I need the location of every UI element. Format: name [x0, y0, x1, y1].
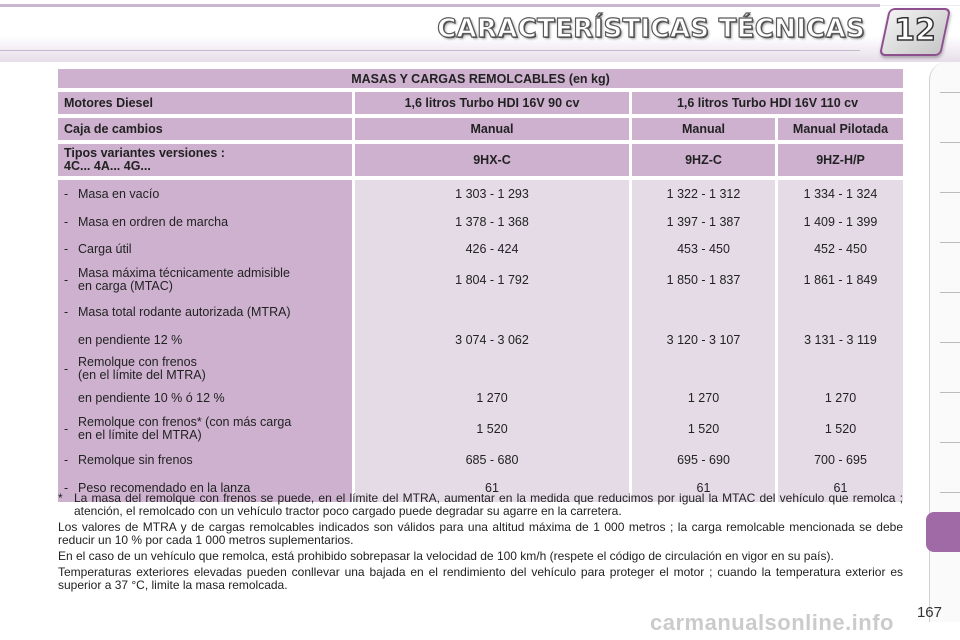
row-label-line1: Masa máxima técnicamente admisible — [78, 266, 290, 280]
row-label-text — [78, 243, 132, 256]
values-block — [58, 180, 903, 502]
row-label-line1: Peso recomendado en la lanza — [78, 480, 251, 495]
table-caption: MASAS Y CARGAS REMOLCABLES (en kg) — [58, 69, 903, 88]
chapter-tab-active[interactable] — [926, 512, 960, 552]
row-dash: - — [64, 362, 69, 376]
row-dash: - — [64, 187, 69, 201]
row-value — [638, 298, 769, 326]
row-value — [361, 354, 623, 384]
header-stripe — [0, 4, 880, 7]
tab-divider — [940, 242, 960, 243]
row-label — [64, 354, 346, 384]
footnote-star: * — [58, 491, 63, 505]
row-value: 700 - 695 — [814, 453, 867, 467]
row-label-line1: Remolque con frenos — [78, 355, 197, 369]
row-value: 3 074 - 3 062 — [455, 333, 529, 347]
tab-divider — [940, 492, 960, 493]
row-label — [64, 262, 346, 298]
engine-110cv: 1,6 litros Turbo HDI 16V 110 cv — [629, 92, 903, 114]
row-labels-column — [58, 180, 352, 502]
row-dash: - — [64, 422, 69, 436]
row-value: 61 — [696, 481, 711, 495]
row-label-line1: Masa total rodante autorizada (MTRA) — [78, 304, 291, 319]
watermark: carmanualsonline.info — [650, 610, 894, 635]
row-label — [64, 180, 346, 208]
row-value: 1 397 - 1 387 — [666, 215, 741, 229]
row-label-line1: Masa en vacío — [78, 186, 160, 201]
row-value: 452 - 450 — [814, 242, 867, 256]
row-value: 1 520 — [687, 422, 720, 436]
row-value — [638, 354, 769, 384]
row-label-text — [78, 216, 228, 229]
row-label-text — [78, 454, 193, 467]
types-label-line1: Tipos variantes versiones : — [64, 146, 225, 160]
note-paragraph-3: Temperaturas exteriores elevadas pueden conllevar una bajada en el rendimiento del vehículo para proteger el motor ; cuando la temperatura exterior es superior a 37 °C, limite la masa remolcada. — [58, 565, 903, 592]
row-label — [64, 236, 346, 262]
row-value: 426 - 424 — [465, 242, 519, 256]
row-value: 1 334 - 1 324 — [803, 187, 878, 201]
gearbox-1: Manual — [352, 118, 629, 140]
row-label — [64, 298, 346, 326]
tab-divider — [940, 342, 960, 343]
masses-table — [58, 65, 903, 506]
values-column-9hx-c — [352, 180, 629, 502]
types-row — [58, 144, 903, 176]
tab-divider — [940, 142, 960, 143]
notes — [58, 492, 903, 595]
row-dash: - — [64, 453, 69, 467]
type-1: 9HX-C — [352, 144, 629, 176]
row-label-text — [78, 267, 290, 293]
row-label-line1: en pendiente 12 % — [78, 332, 183, 347]
row-value: 1 409 - 1 399 — [803, 215, 878, 229]
row-dash: - — [64, 273, 69, 287]
footnote — [58, 492, 903, 518]
page-number: 167 — [916, 604, 942, 621]
tab-divider — [940, 442, 960, 443]
gearbox-row — [58, 118, 903, 140]
tab-divider — [940, 192, 960, 193]
row-label-text — [78, 416, 291, 442]
row-value: 1 322 - 1 312 — [666, 187, 741, 201]
row-label — [64, 384, 346, 412]
row-label — [64, 326, 346, 354]
row-label — [64, 446, 346, 474]
header-stripe-lower — [0, 50, 860, 51]
note-paragraph-2: En el caso de un vehículo que remolca, está prohibido sobrepasar la velocidad de 100 km/h (respete el código de circulación en vigor en su país). — [58, 549, 834, 563]
row-label-text — [78, 188, 159, 201]
row-value: 3 131 - 3 119 — [804, 333, 877, 347]
row-value: 695 - 690 — [677, 453, 730, 467]
row-value: 453 - 450 — [677, 242, 730, 256]
row-value: 1 520 — [824, 422, 857, 436]
chapter-number: 12 — [894, 13, 936, 48]
row-value: 1 303 - 1 293 — [455, 187, 529, 201]
row-value — [361, 298, 623, 326]
engine-90cv: 1,6 litros Turbo HDI 16V 90 cv — [352, 92, 629, 114]
row-value: 1 850 - 1 837 — [666, 273, 741, 287]
row-label — [64, 412, 346, 446]
type-2: 9HZ-C — [629, 144, 775, 176]
tab-divider — [940, 92, 960, 93]
row-label-text — [78, 334, 182, 347]
row-value: 685 - 680 — [465, 453, 519, 467]
page-title: CARACTERÍSTICAS TÉCNICAS — [437, 14, 865, 44]
types-label — [58, 144, 352, 176]
row-label-line1: Masa en ordren de marcha — [78, 214, 229, 229]
engines-row — [58, 92, 903, 114]
tab-divider — [940, 292, 960, 293]
tab-divider — [940, 392, 960, 393]
row-label — [64, 208, 346, 236]
gearbox-3: Manual Pilotada — [775, 118, 903, 140]
row-label-line2: en el límite del MTRA) — [78, 428, 202, 442]
row-value: 1 270 — [476, 391, 508, 405]
row-label-text — [78, 356, 206, 382]
row-value: 1 270 — [824, 391, 857, 405]
row-label-line1: Remolque sin frenos — [78, 452, 193, 467]
types-label-line2: 4C... 4A... 4G... — [64, 159, 151, 173]
values-column-9hz-c — [629, 180, 775, 502]
row-value: 3 120 - 3 107 — [666, 333, 741, 347]
row-label-line2: (en el límite del MTRA) — [78, 368, 206, 382]
values-column-9hz-hp — [775, 180, 903, 502]
row-label-text — [78, 392, 225, 405]
row-value: 1 861 - 1 849 — [803, 273, 878, 287]
note-paragraph-1: Los valores de MTRA y de cargas remolcables indicados son válidos para una altitud máxima de 1 000 metros ; la carga remolcable mencionada se debe reducir un 10 % por cada 1 000 metros suplementarios. — [58, 520, 903, 547]
footnote-text: La masa del remolque con frenos se puede, en el límite del MTRA, aumentar en la medida que reducimos por igual la MTAC del vehículo que remolca ; atención, el remolcado con un vehículo tractor poco cargado puede degradar su agarre en la carretera. — [74, 491, 903, 518]
row-dash: - — [64, 481, 69, 495]
row-label-line1: Remolque con frenos* (con más carga — [78, 415, 292, 429]
row-label-line1: Carga útil — [78, 241, 132, 256]
row-value: 61 — [833, 481, 848, 495]
type-3: 9HZ-H/P — [775, 144, 903, 176]
row-value: 1 804 - 1 792 — [455, 273, 529, 287]
row-dash: - — [64, 305, 69, 319]
row-label-text — [78, 306, 291, 319]
row-value: 1 520 — [476, 422, 508, 436]
gearbox-label: Caja de cambios — [58, 118, 352, 140]
row-label-line1: en pendiente 10 % ó 12 % — [78, 390, 225, 405]
row-value: 1 378 - 1 368 — [455, 215, 529, 229]
row-dash: - — [64, 215, 69, 229]
row-dash: - — [64, 242, 69, 256]
row-label-line2: en carga (MTAC) — [78, 279, 173, 293]
row-value: 1 270 — [687, 391, 720, 405]
gearbox-2: Manual — [629, 118, 775, 140]
row-value: 61 — [485, 481, 499, 495]
row-value — [784, 354, 897, 384]
row-value — [784, 298, 897, 326]
engines-label: Motores Diesel — [58, 92, 352, 114]
